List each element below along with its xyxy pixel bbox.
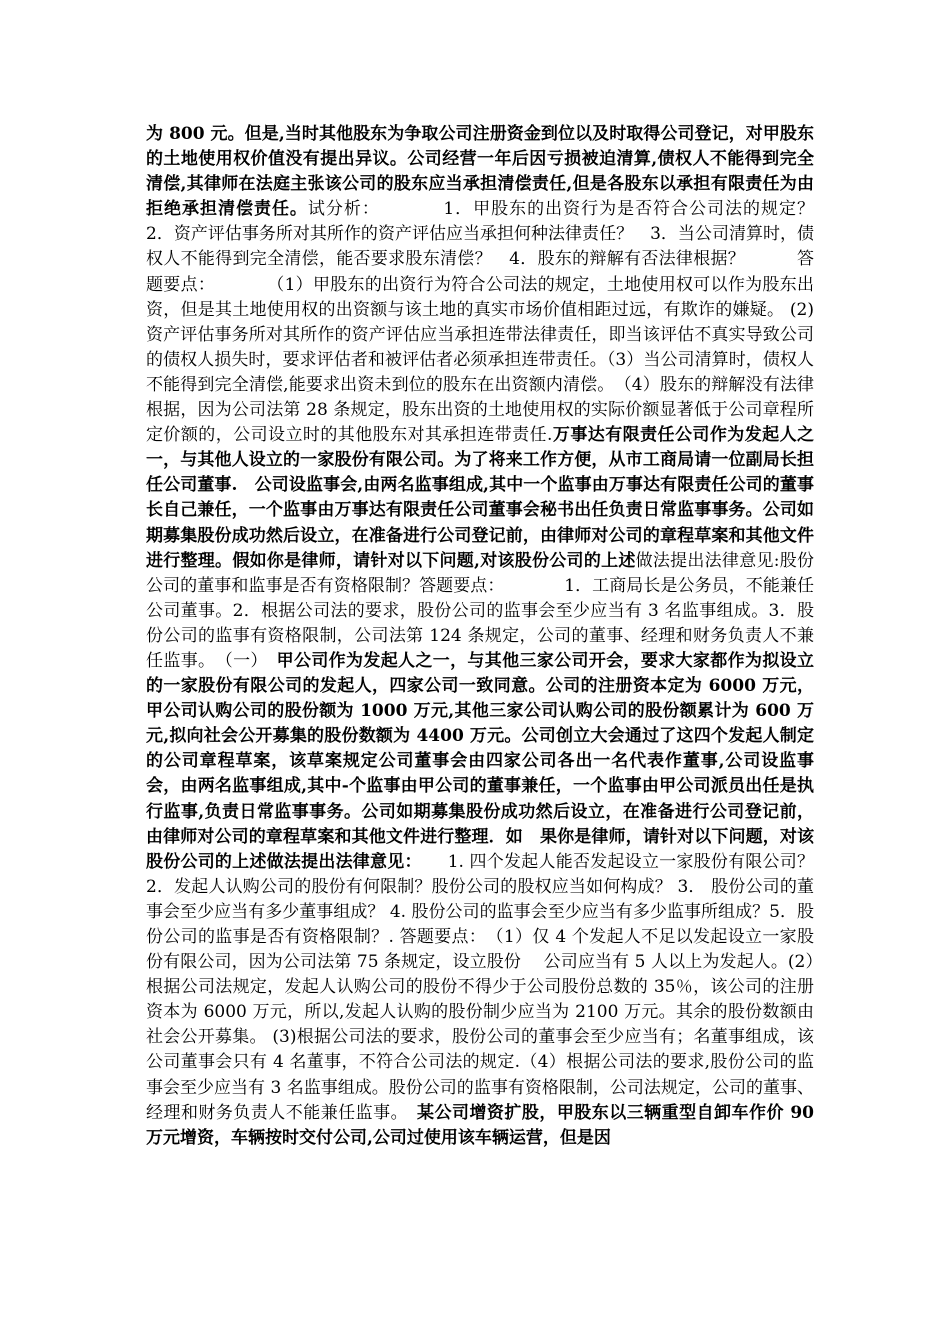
document-body	[146, 122, 865, 1151]
text-segment-bold: 万事达有限责任公司作为发起人之一，与其他人设立的一家股份有限公司。为了将来工作方便，从市工商局请一位副局长担任公司董事. 公司设监事会,由两名监事组成,其中一个监事由万事达有限责任公司的董事长自己兼任，一个监事由万事达有限责任公司董事会秘书出任负责日常监事事务。公司如期募集股份成功然后设立，在准备进行公司登记前，由律师对公司的章程草案和其他文件进行整理。假如你是律师，请针对以下问题,对该股份公司的上述	[146, 425, 815, 571]
text-segment: 做法提出法律意见:股份公司的董事和监事是否有资格限制？答题要点： 1．工商局长是公务员，不能兼任公司董事。2．根据公司法的要求，股份公司的监事会至少应当有 3 名监事组成。3．股份公司的监事有资格限制，公司法第 124 条规定，公司的董事、经理和财务负责人不兼任监事。 （一）	[146, 550, 814, 671]
text-segment-bold: 为 800 元。但是,当时其他股东为争取公司注册资金到位以及时取得公司登记，对甲股东的土地使用权价值没有提出异议。公司经营一年后因亏损被迫清算,债权人不能得到完全清偿,其律师在法庭主张该公司的股东应当承担清偿责任,但是各股东以承担有限责任为由拒绝承担清偿责任。	[146, 124, 814, 220]
document-page	[146, 122, 865, 1151]
text-segment-bold: 甲公司作为发起人之一，与其他三家公司开会，要求大家都作为拟设立的一家股份有限公司的发起人，四家公司一致同意。公司的注册资本定为 6000 万元，甲公司认购公司的股份额为 1000 万元,其他三家公司认购公司的股份额累计为 600 万元,拟向社会公开募集的股份数额为 4400 万元。公司创立大会通过了这四个发起人制定的公司章程草案，该草案规定公司董事会由四家公司各出一名代表作董事,公司设监事会，由两名监事组成,其中-个监事由甲公司的董事兼任，一个监事由甲公司派员出任是执行监事,负责日常监事事务。公司如期募集股份成功然后设立，在准备进行公司登记前，由律师对公司的章程草案和其他文件进行整理．如 果你是律师，请针对以下问题，对该股份公司的上述做法提出法律意见：	[146, 650, 815, 872]
text-segment: 1. 四个发起人能否发起设立一家股份有限公司？ 2．发起人认购公司的股份有何限制？股份公司的股权应当如何构成？ 3． 股份公司的董事会至少应当有多少董事组成？ 4. 股份公司的监事会至少应当有多少监事所组成？5．股份公司的监事是否有资格限制？. 答题要点： （1）仅 4 个发起人不足以发起设立一家股份有限公司，因为公司法第 75 条规定，设立股份 公司应当有 5 人以上为发起人。(2）根据公司法规定，发起人认购公司的股份不得少于公司股份总数的 35％，该公司的注册资本为 6000 万元，所以,发起人认购的股份制少应当为 2100 万元。其余的股份数额由社会公开募集。 (3)根据公司法的要求，股份公司的董事会至少应当有；名董事组成，该公司董事会只有 4 名董事，不符合公司法的规定.（4）根据公司法的要求,股份公司的监事会至少应当有 3 名监事组成。股份公司的监事有资格限制，公司法规定，公司的董事、经理和财务负责人不能兼任监事。	[146, 851, 814, 1123]
text-segment-bold: 某公司增资扩股，甲股东以三辆重型自卸车作价 90 万元增资，车辆按时交付公司,公司过使用该车辆运营，但是因	[146, 1102, 814, 1148]
text-segment: 试分析： 1．甲股东的出资行为是否符合公司法的规定？ 2．资产评估事务所对其所作的资产评估应当承担何种法律责任？ 3．当公司清算时，债权人不能得到完全清偿，能否要求股东清偿？ 4．股东的辩解有否法律根据？ 答题要点： （1）甲股东的出资行为符合公司法的规定，土地使用权可以作为股东出资，但是其土地使用权的出资额与该土地的真实市场价值相距过远，有欺诈的嫌疑。 (2)资产评估事务所对其所作的资产评估应当承担连带法律责任，即当该评估不真实导致公司的债权人损失时，要求评估者和被评估者必须承担连带责任。（3）当公司清算时，债权人不能得到完全清偿,能要求出资未到位的股东在出资额内清偿。 （4）股东的辩解没有法律根据，因为公司法第 28 条规定，股东出资的土地使用权的实际价额显著低于公司章程所定价额的，公司设立时的其他股东对其承担连带责任.	[146, 199, 865, 446]
